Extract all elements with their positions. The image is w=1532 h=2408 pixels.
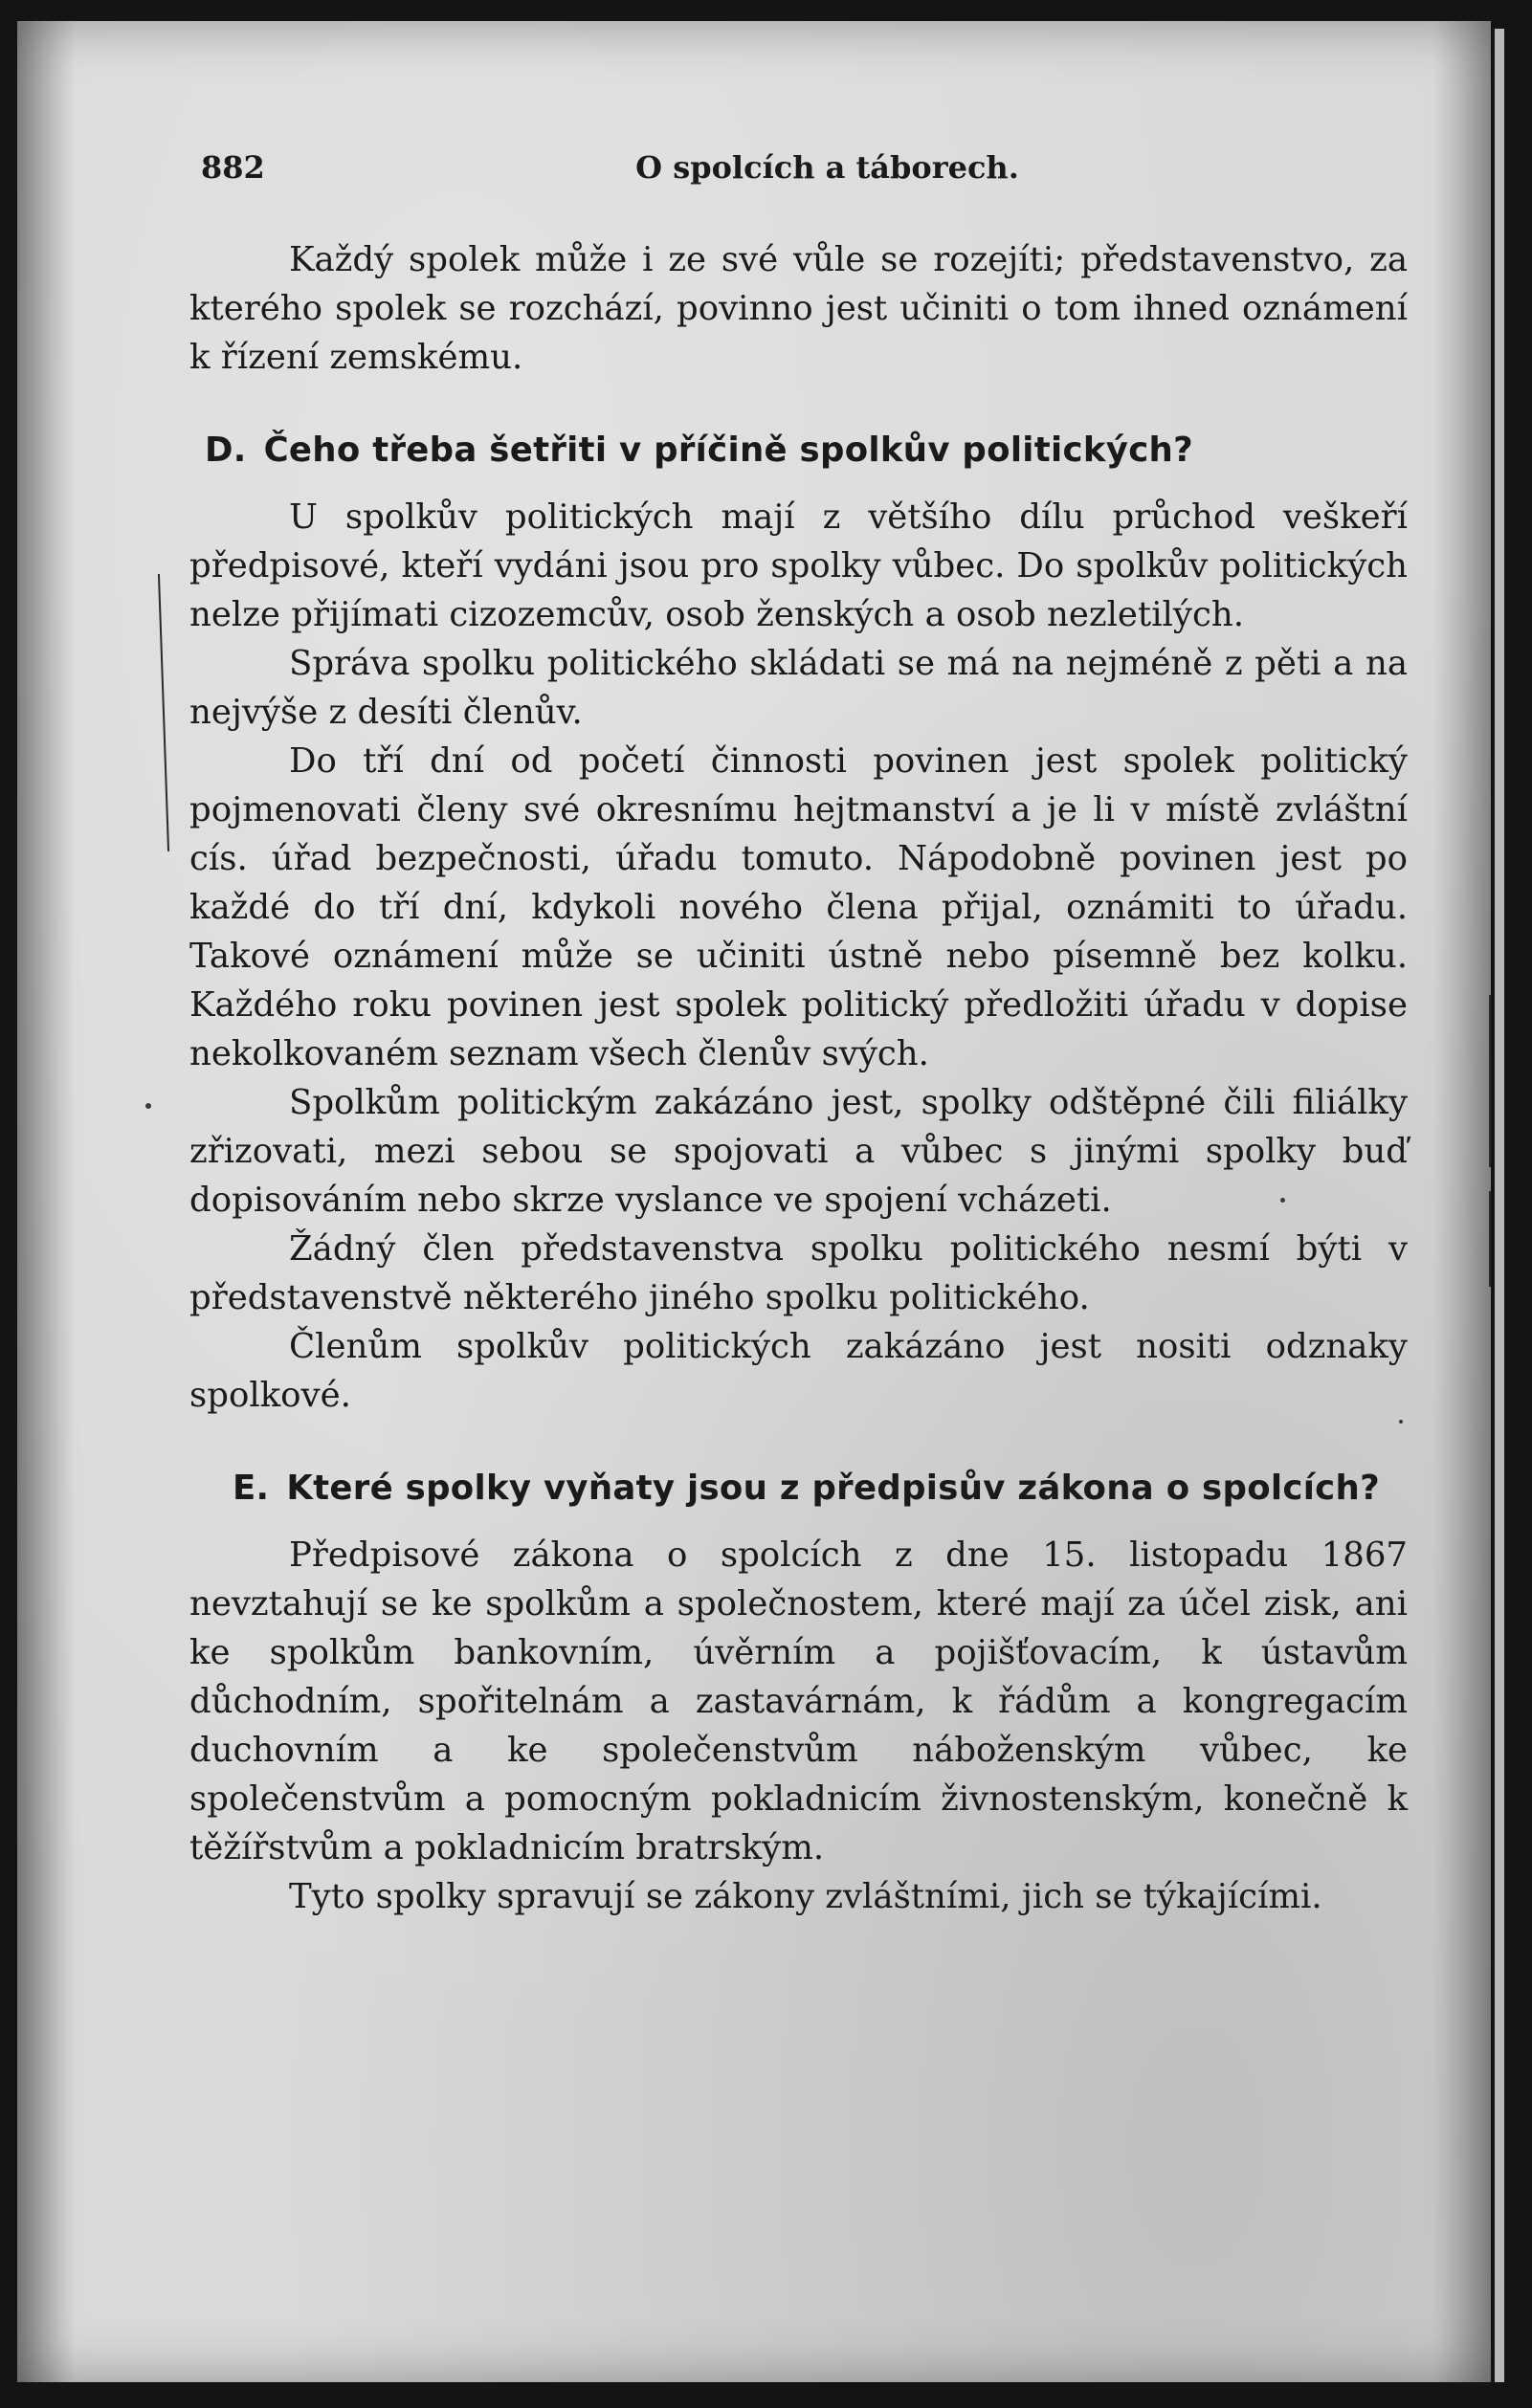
- running-head: [189, 144, 1408, 201]
- section-heading-e: [205, 1464, 1408, 1513]
- page-number: 882: [201, 149, 265, 186]
- section-title: Které spolky vyňaty jsou z předpisův zákona o spolcích?: [286, 1469, 1380, 1508]
- page-text: [189, 144, 1408, 1921]
- section-letter: E.: [233, 1469, 270, 1508]
- paragraph: Spolkům politickým zakázáno jest, spolky odštěpné čili filiálky zřizovati, mezi sebou se spojovati a vůbec s jinými spolky buď dopisováním nebo skrze vyslance ve spojení vcházeti.: [189, 1083, 1408, 1220]
- margin-line-mark: [1489, 995, 1491, 1167]
- margin-line-mark: [1489, 1191, 1491, 1287]
- paragraph: U spolkův politických mají z většího dílu průchod veškeří předpisové, kteří vydáni jsou pro spolky vůbec. Do spolkův politických nelze přijímati cizozemcův, osob ženských a osob nezletilých.: [189, 497, 1408, 634]
- paragraph: Členům spolkův politických zakázáno jest nositi odznaky spolkové.: [189, 1327, 1408, 1415]
- paragraph: Do tří dní od početí činnosti povinen jest spolek politický pojmenovati členy své okresnímu hejtmanství a je li v místě zvláštní cís. úřad bezpečnosti, úřadu tomuto. Nápodobně povinen jest po každé do tří dní, kdykoli nového člena přijal, oznámiti to úřadu. Takové oznámení může se učiniti ústně nebo písemně bez kolku. Každého roku povinen jest spolek politický předložiti úřadu v dopise nekolkovaném seznam všech členův svých.: [189, 741, 1408, 1073]
- ink-speck: [145, 1103, 151, 1109]
- paragraph: Tyto spolky spravují se zákony zvláštními, jich se týkajícími.: [289, 1877, 1322, 1916]
- section-title: Čeho třeba šetřiti v příčině spolkův politických?: [263, 431, 1194, 470]
- running-title: O spolcích a táborech.: [635, 149, 1019, 186]
- paragraph: Každý spolek může i ze své vůle se rozejíti; představenstvo, za kterého spolek se rozchází, povinno jest učiniti o tom ihned oznámení k řízení zemskému.: [189, 240, 1408, 377]
- paragraph: Žádný člen představenstva spolku politického nesmí býti v představenstvě některého jiného spolku politického.: [189, 1229, 1408, 1317]
- paragraph: Správa spolku politického skládati se má na nejméně z pěti a na nejvýše z desíti členův.: [189, 644, 1408, 732]
- section-letter: D.: [205, 431, 247, 470]
- paragraph: Předpisové zákona o spolcích z dne 15. listopadu 1867 nevztahují se ke spolkům a společnostem, které mají za účel zisk, ani ke spolkům bankovním, úvěrním a pojišťovacím, k ústavům důchodním, spořitelnám a zastavárnám, k řádům a kongregacím duchovním a ke společenstvům náboženským vůbec, ke společenstvům a pomocným pokladnicím živnostenským, konečně k těžířstvům a pokladnicím bratrským.: [189, 1535, 1408, 1867]
- page-edge: [1495, 29, 1504, 2382]
- section-heading-d: [205, 426, 1408, 475]
